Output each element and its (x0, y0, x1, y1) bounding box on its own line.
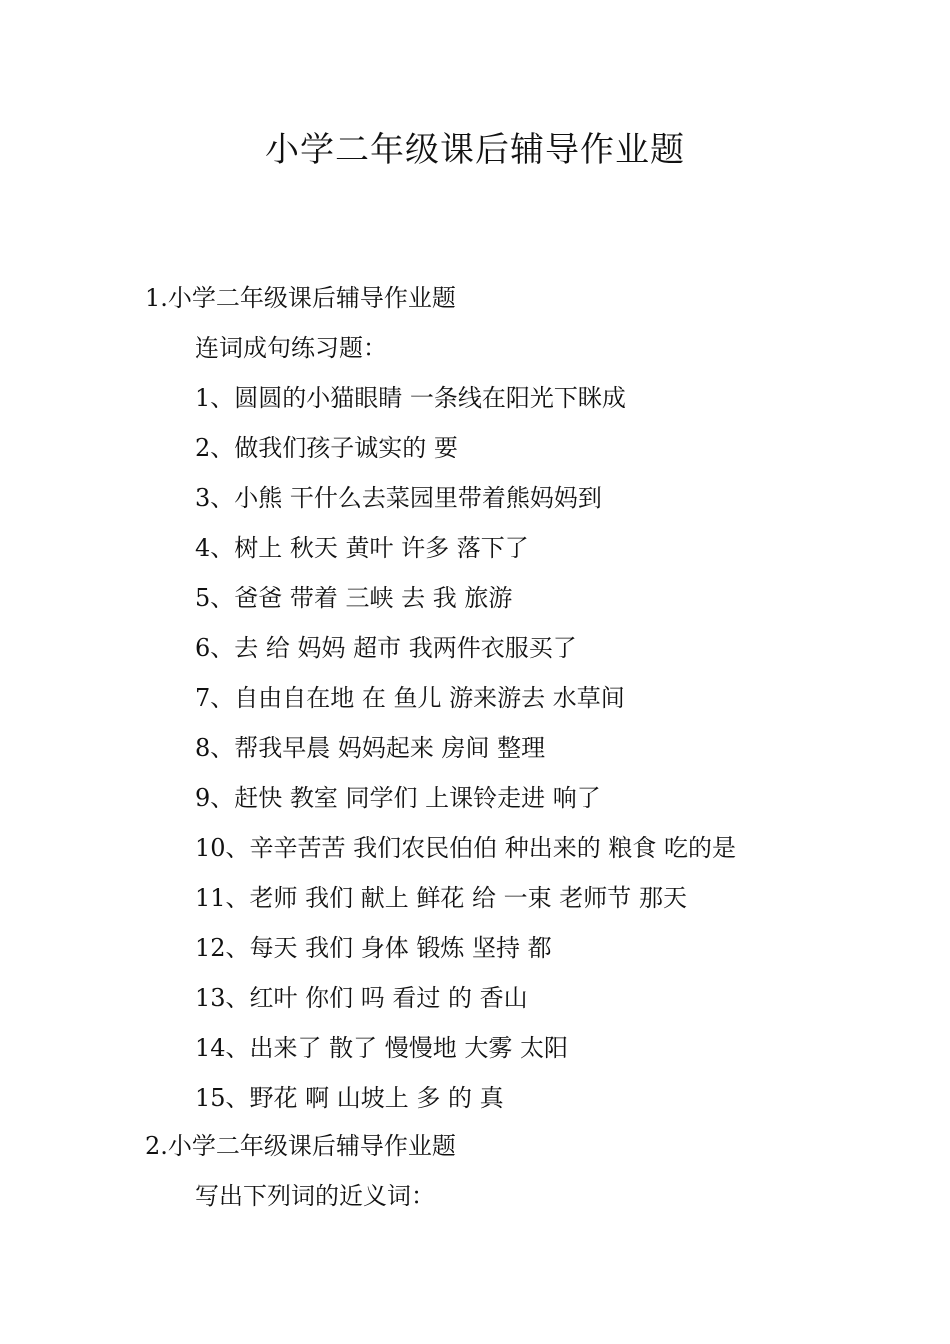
exercise-item: 11、老师 我们 献上 鲜花 给 一束 老师节 那天 (195, 884, 687, 912)
exercise-item: 5、爸爸 带着 三峡 去 我 旅游 (195, 584, 513, 612)
exercise-item: 4、树上 秋天 黄叶 许多 落下了 (195, 534, 529, 562)
exercise-item: 12、每天 我们 身体 锻炼 坚持 都 (195, 934, 552, 962)
exercise-item: 1、圆圆的小猫眼睛 一条线在阳光下眯成 (195, 384, 626, 412)
document-title: 小学二年级课后辅导作业题 (265, 130, 685, 170)
section-heading: 2.小学二年级课后辅导作业题 (145, 1132, 456, 1160)
exercise-item: 7、自由自在地 在 鱼儿 游来游去 水草间 (195, 684, 625, 712)
exercise-item: 2、做我们孩子诚实的 要 (195, 434, 458, 462)
section-instruction: 连词成句练习题： (195, 334, 387, 362)
exercise-item: 6、去 给 妈妈 超市 我两件衣服买了 (195, 634, 577, 662)
exercise-item: 14、出来了 散了 慢慢地 大雾 太阳 (195, 1034, 569, 1062)
exercise-item: 10、辛辛苦苦 我们农民伯伯 种出来的 粮食 吃的是 (195, 834, 737, 862)
section-instruction: 写出下列词的近义词： (195, 1182, 435, 1210)
exercise-item: 9、赶快 教室 同学们 上课铃走进 响了 (195, 784, 601, 812)
section-heading: 1.小学二年级课后辅导作业题 (145, 284, 456, 312)
exercise-item: 13、红叶 你们 吗 看过 的 香山 (195, 984, 528, 1012)
exercise-item: 8、帮我早晨 妈妈起来 房间 整理 (195, 734, 546, 762)
exercise-item: 3、小熊 干什么去菜园里带着熊妈妈到 (195, 484, 602, 512)
exercise-item: 15、野花 啊 山坡上 多 的 真 (195, 1084, 504, 1112)
